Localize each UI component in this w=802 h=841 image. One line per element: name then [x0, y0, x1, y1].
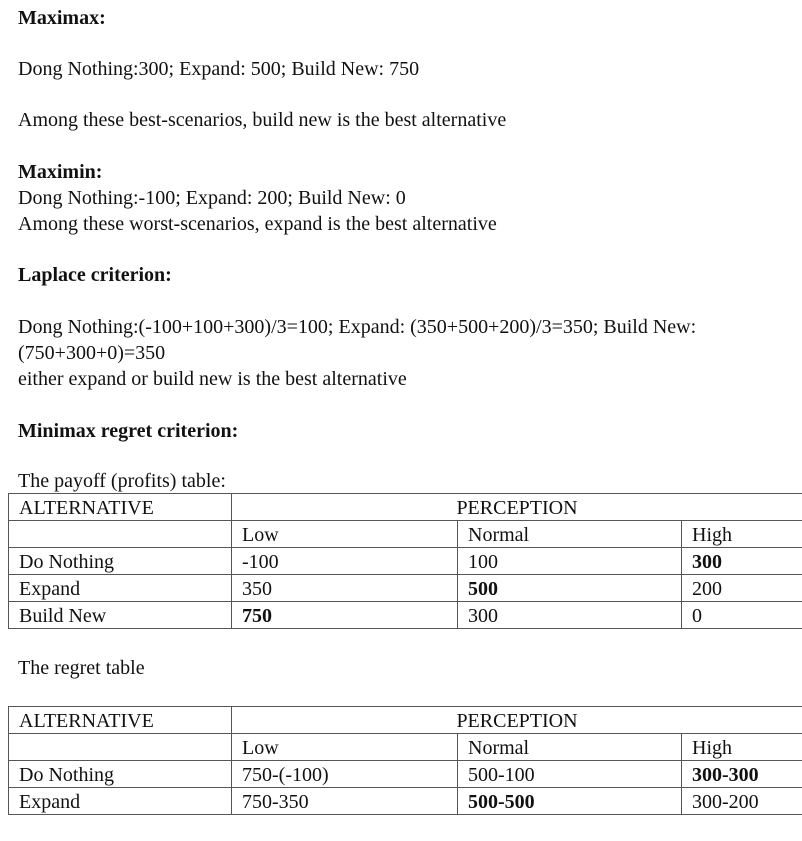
row-label: Do Nothing — [9, 548, 232, 575]
table-cell: 350 — [232, 575, 458, 602]
table-cell: 300 — [458, 602, 682, 629]
alternative-header: ALTERNATIVE — [9, 494, 232, 521]
perception-header: PERCEPTION — [232, 707, 802, 734]
laplace-line-1: Dong Nothing:(-100+100+300)/3=100; Expand: (350+500+200)/3=350; Build New: — [18, 316, 697, 338]
table-cell: 750-350 — [232, 788, 458, 815]
maximin-values: Dong Nothing:-100; Expand: 200; Build New: 0 — [18, 187, 406, 209]
table-cell: 300-200 — [682, 788, 802, 815]
row-label: Build New — [9, 602, 232, 629]
regret-table — [8, 706, 802, 815]
table-row — [9, 788, 802, 815]
row-label: Expand — [9, 788, 232, 815]
table-cell: 0 — [682, 602, 802, 629]
table-cell: -100 — [232, 548, 458, 575]
table-cell: 500-100 — [458, 761, 682, 788]
payoff-table-caption: The payoff (profits) table: — [18, 470, 226, 492]
row-label: Expand — [9, 575, 232, 602]
row-label: Do Nothing — [9, 761, 232, 788]
column-header-normal: Normal — [458, 521, 682, 548]
maximin-conclusion: Among these worst-scenarios, expand is the best alternative — [18, 213, 497, 235]
alternative-header: ALTERNATIVE — [9, 707, 232, 734]
regret-table-caption: The regret table — [18, 657, 145, 679]
table-cell — [9, 734, 232, 761]
table-row — [9, 548, 802, 575]
minimax-heading: Minimax regret criterion: — [18, 420, 239, 442]
table-header-row — [9, 707, 802, 734]
table-cell-max: 500 — [458, 575, 682, 602]
payoff-table — [8, 493, 802, 629]
maximax-values: Dong Nothing:300; Expand: 500; Build New: 750 — [18, 58, 420, 80]
column-header-low: Low — [232, 521, 458, 548]
table-cell-max: 750 — [232, 602, 458, 629]
column-header-high: High — [682, 734, 802, 761]
table-cell-max: 300 — [682, 548, 802, 575]
table-cell: 750-(-100) — [232, 761, 458, 788]
table-row — [9, 761, 802, 788]
laplace-heading: Laplace criterion: — [18, 264, 172, 286]
maximin-heading: Maximin: — [18, 161, 103, 183]
table-cell: 200 — [682, 575, 802, 602]
table-subheader-row — [9, 734, 802, 761]
table-cell: 100 — [458, 548, 682, 575]
perception-header: PERCEPTION — [232, 494, 802, 521]
table-subheader-row — [9, 521, 802, 548]
table-cell-max: 500-500 — [458, 788, 682, 815]
column-header-high: High — [682, 521, 802, 548]
laplace-line-2: (750+300+0)=350 — [18, 342, 166, 364]
table-header-row — [9, 494, 802, 521]
column-header-low: Low — [232, 734, 458, 761]
table-cell-max: 300-300 — [682, 761, 802, 788]
laplace-conclusion: either expand or build new is the best alternative — [18, 368, 407, 390]
table-row — [9, 575, 802, 602]
maximax-conclusion: Among these best-scenarios, build new is the best alternative — [18, 109, 507, 131]
table-row — [9, 602, 802, 629]
table-cell — [9, 521, 232, 548]
maximax-heading: Maximax: — [18, 7, 106, 29]
column-header-normal: Normal — [458, 734, 682, 761]
